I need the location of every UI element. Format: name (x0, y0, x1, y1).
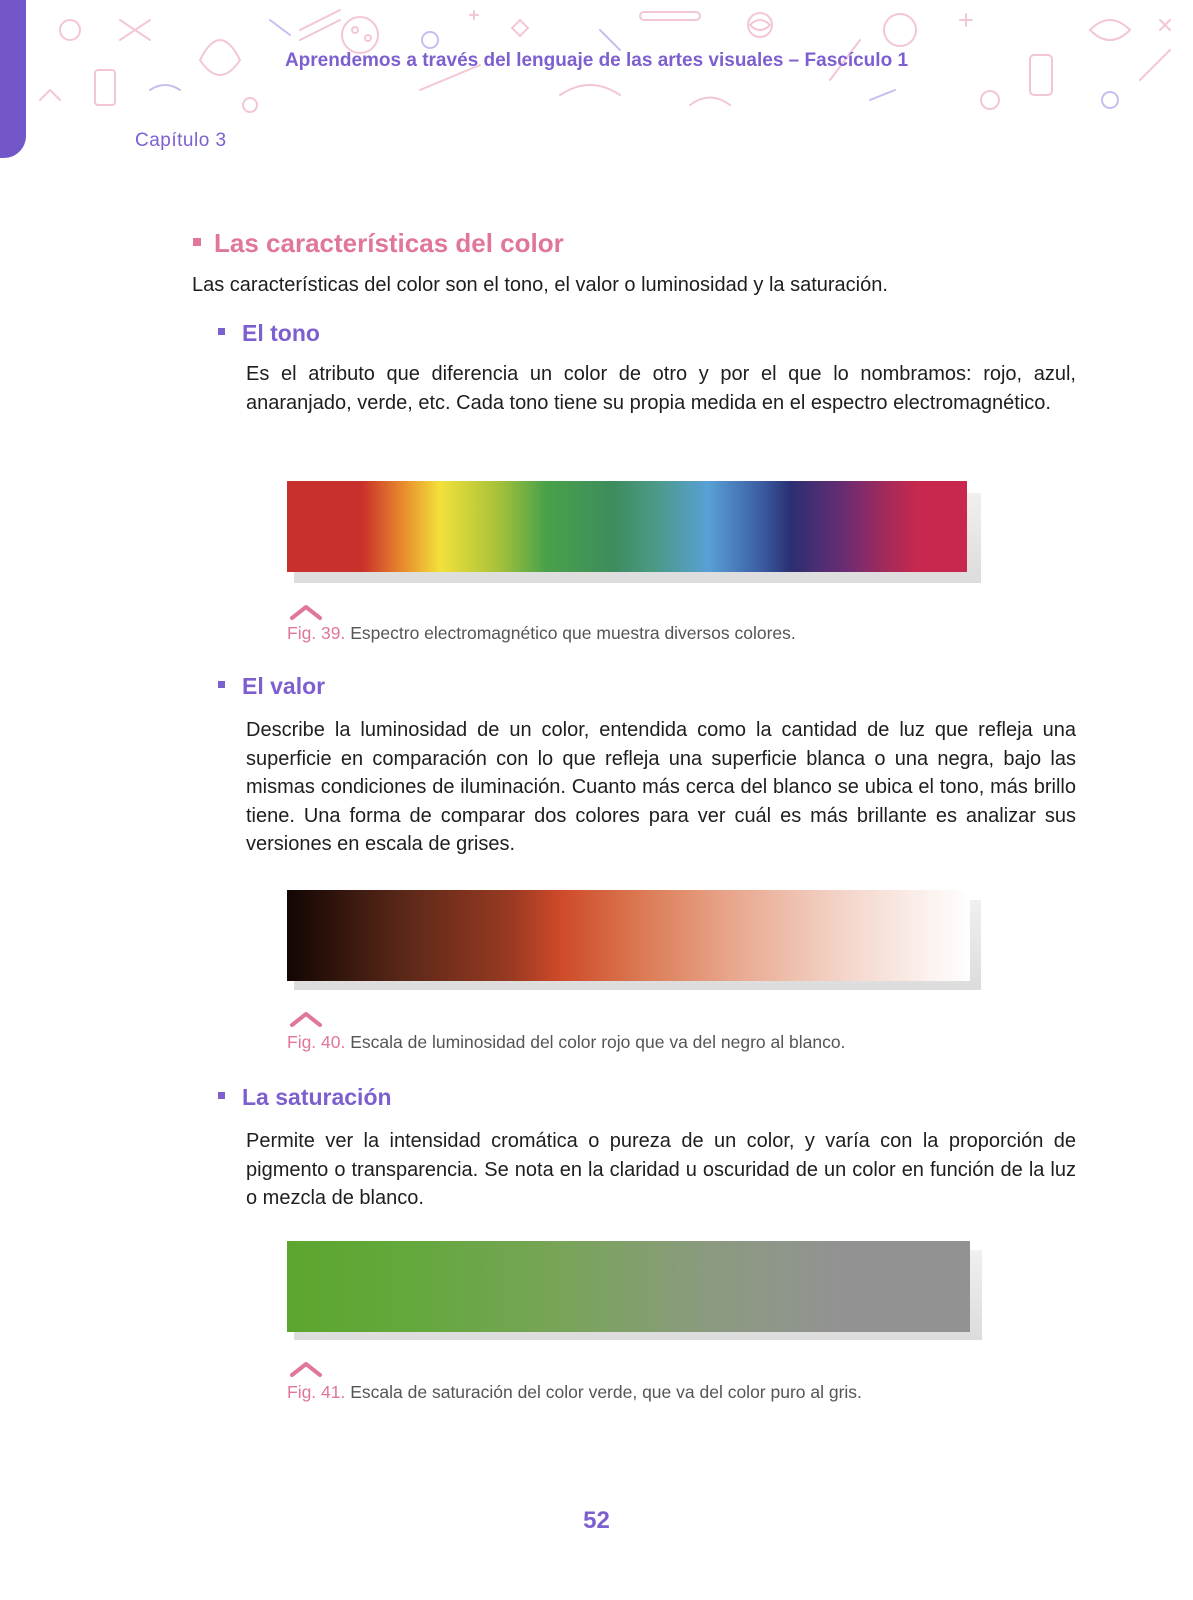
header-band (0, 0, 1193, 125)
chapter-label: Capítulo 3 (135, 130, 227, 151)
subheading-valor-text: El valor (242, 673, 326, 699)
paragraph-valor: Describe la luminosidad de un color, entendida como la cantidad de luz que refleja una superficie en comparación con lo que refleja una superficie blanca o una negra, bajo las mismas condiciones de iluminación. Cuanto más cerca del blanco se ubica el tono, más brillo tiene. Una forma de comparar dos colores para ver cuál es más brillante es analizar sus versiones en escala de grises. (246, 719, 1076, 855)
caret-up-icon (288, 1010, 324, 1028)
figure-41-saturation-strip (287, 1241, 970, 1332)
page-number: 52 (583, 1507, 610, 1534)
figure-40-caption-text: Escala de luminosidad del color rojo que va del negro al blanco. (350, 1032, 846, 1052)
intro-paragraph: Las características del color son el tono, el valor o luminosidad y la saturación. (192, 274, 888, 296)
caret-up-icon (288, 603, 324, 621)
figure-39-caption (287, 623, 796, 644)
figure-41-caption-text: Escala de saturación del color verde, que va del color puro al gris. (350, 1382, 862, 1402)
figure-41-number: Fig. 41. (287, 1382, 346, 1402)
subheading-tono-text: El tono (242, 320, 320, 346)
square-bullet-icon (193, 238, 201, 246)
subheading-saturacion-text: La saturación (242, 1084, 392, 1110)
caret-up-icon (288, 1360, 324, 1378)
figure-39-spectrum-strip (287, 481, 967, 572)
figure-41-caption (287, 1382, 862, 1403)
subheading-valor (218, 673, 325, 700)
subheading-tono (218, 320, 320, 347)
section-heading-text: Las características del color (214, 228, 564, 258)
section-heading (193, 228, 564, 259)
chapter-side-tab (0, 0, 26, 158)
square-bullet-icon (218, 681, 225, 688)
square-bullet-icon (218, 328, 225, 335)
running-title: Aprendemos a través del lenguaje de las artes visuales – Fascículo 1 (284, 50, 909, 71)
figure-40-number: Fig. 40. (287, 1032, 346, 1052)
figure-40-value-strip (287, 890, 970, 981)
figure-39-caption-text: Espectro electromagnético que muestra diversos colores. (350, 623, 796, 643)
figure-40-caption (287, 1032, 845, 1053)
figure-39-number: Fig. 39. (287, 623, 346, 643)
paragraph-saturacion: Permite ver la intensidad cromática o pureza de un color, y varía con la proporción de pigmento o transparencia. Se nota en la claridad u oscuridad de un color en función de la luz o mezcla de blanco. (246, 1130, 1076, 1209)
square-bullet-icon (218, 1092, 225, 1099)
paragraph-tono: Es el atributo que diferencia un color de otro y por el que lo nombramos: rojo, azul, anaranjado, verde, etc. Cada tono tiene su propia medida en el espectro electromagnético. (246, 363, 1076, 414)
subheading-saturacion (218, 1084, 392, 1111)
